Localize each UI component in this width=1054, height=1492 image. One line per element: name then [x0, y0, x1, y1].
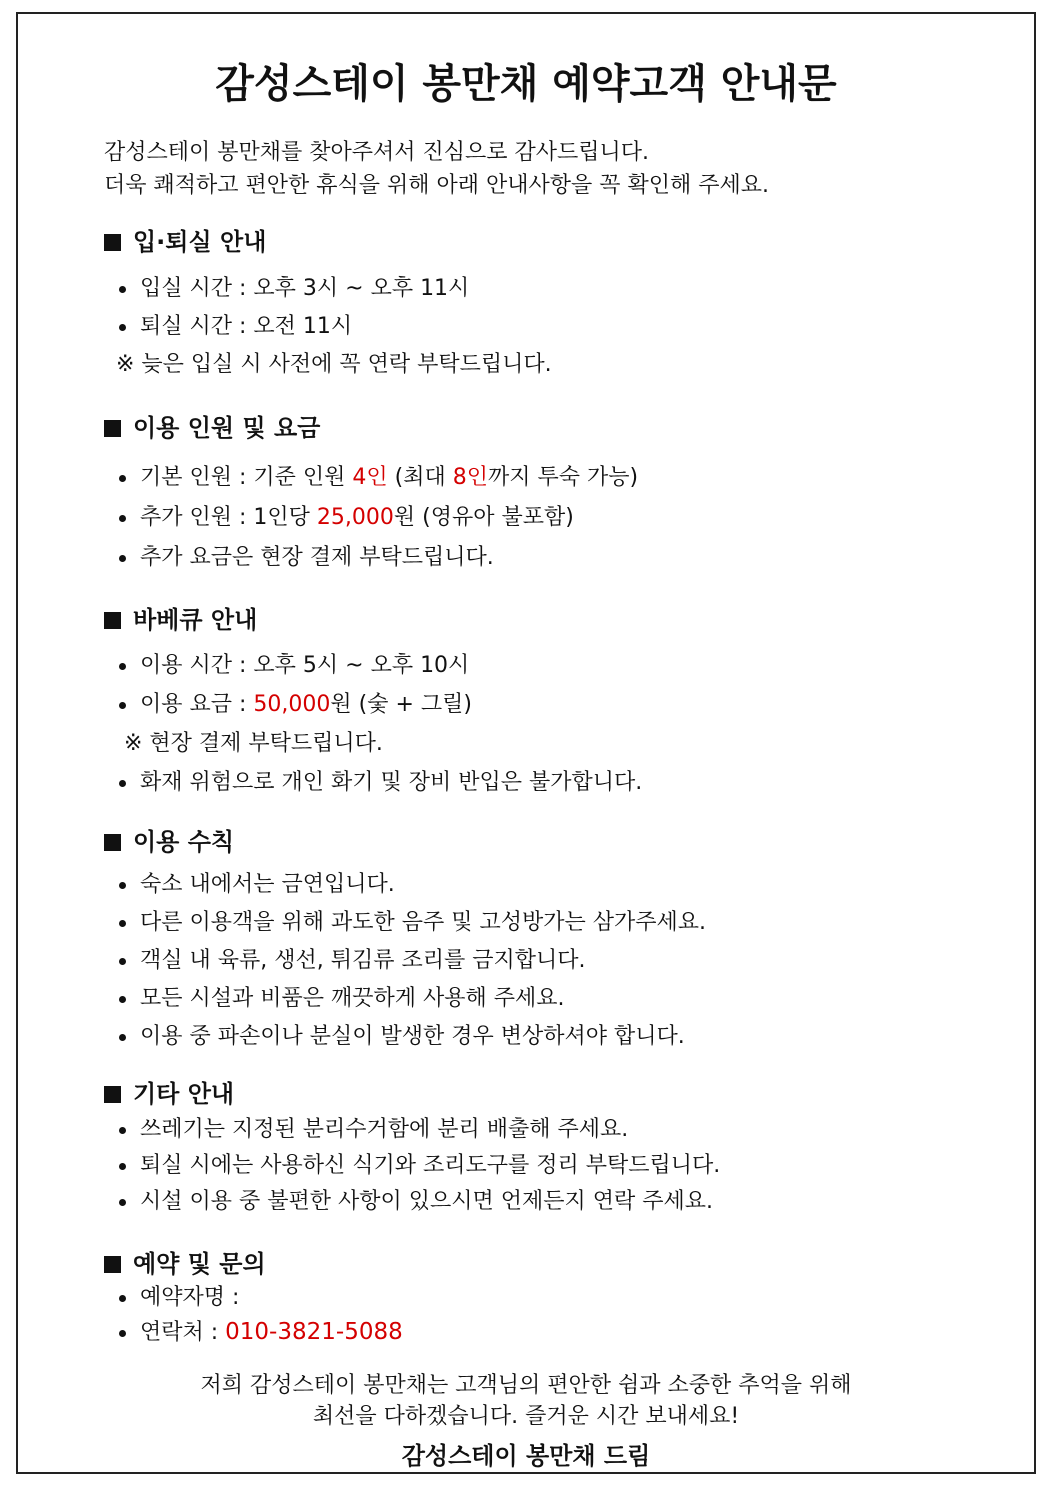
bbq-price-value: 50,000 [253, 692, 331, 717]
bbq-time: 이용 시간 : 오후 5시 ~ 오후 10시 [104, 646, 642, 685]
list-item: 다른 이용객을 위해 과도한 음주 및 고성방가는 삼가주세요. [104, 904, 706, 942]
section-rules [104, 826, 706, 1056]
list-item: 이용 중 파손이나 분실이 발생한 경우 변상하셔야 합니다. [104, 1018, 706, 1056]
fire-warning: 화재 위험으로 개인 화기 및 장비 반입은 불가합니다. [104, 763, 642, 802]
square-bullet-icon [104, 420, 121, 437]
max-people-value: 8인 [452, 465, 488, 490]
section-contact [104, 1248, 403, 1350]
contact-phone: 연락처 : 010-3821-5088 [104, 1315, 403, 1350]
bbq-fee: 이용 요금 : 50,000원 (숯 + 그릴) [104, 685, 642, 724]
base-people-value: 4인 [352, 465, 388, 490]
square-bullet-icon [104, 1256, 121, 1273]
extra-person-fee: 추가 인원 : 1인당 25,000원 (영유아 불포함) [104, 498, 638, 538]
intro-line-2: 더욱 쾌적하고 편안한 휴식을 위해 아래 안내사항을 꼭 확인해 주세요. [104, 173, 769, 198]
notice-page [16, 12, 1036, 1474]
square-bullet-icon [104, 612, 121, 629]
section-heading-checkin: 입·퇴실 안내 [104, 226, 552, 258]
section-checkin [104, 226, 552, 384]
base-occupancy: 기본 인원 : 기준 인원 4인 (최대 8인까지 투숙 가능) [104, 458, 638, 498]
list-item: 쓰레기는 지정된 분리수거함에 분리 배출해 주세요. [104, 1112, 720, 1148]
list-item: 시설 이용 중 불편한 사항이 있으시면 언제든지 연락 주세요. [104, 1184, 720, 1220]
extra-price-value: 25,000 [316, 505, 394, 530]
bbq-payment-note: ※ 현장 결제 부탁드립니다. [124, 731, 383, 756]
section-heading-bbq: 바베큐 안내 [104, 604, 642, 636]
closing-message [18, 1370, 1034, 1432]
signature: 감성스테이 봉만채 드림 [401, 1442, 651, 1470]
extra-fee-payment: 추가 요금은 현장 결제 부탁드립니다. [104, 538, 638, 578]
late-checkin-note: ※ 늦은 입실 시 사전에 꼭 연락 부탁드립니다. [116, 352, 552, 377]
section-heading-rules: 이용 수칙 [104, 826, 706, 858]
list-item: 퇴실 시에는 사용하신 식기와 조리도구를 정리 부탁드립니다. [104, 1148, 720, 1184]
section-heading-contact: 예약 및 문의 [104, 1248, 403, 1280]
square-bullet-icon [104, 234, 121, 251]
section-etc [104, 1078, 720, 1220]
square-bullet-icon [104, 1086, 121, 1103]
etc-list [104, 1112, 720, 1220]
phone-number[interactable]: 010-3821-5088 [225, 1319, 403, 1345]
section-heading-etc: 기타 안내 [104, 1078, 720, 1110]
list-item: 모든 시설과 비품은 깨끗하게 사용해 주세요. [104, 980, 706, 1018]
intro-text [104, 136, 769, 202]
reservation-name: 예약자명 : [104, 1280, 403, 1315]
intro-line-1: 감성스테이 봉만채를 찾아주셔서 진심으로 감사드립니다. [104, 140, 650, 165]
list-item: 객실 내 육류, 생선, 튀김류 조리를 금지합니다. [104, 942, 706, 980]
section-pricing [104, 412, 638, 578]
checkin-time: 입실 시간 : 오후 3시 ~ 오후 11시 [104, 270, 552, 308]
closing-line-1: 저희 감성스테이 봉만채는 고객님의 편안한 쉼과 소중한 추억을 위해 [200, 1373, 852, 1398]
rules-list [104, 866, 706, 1056]
section-bbq [104, 604, 642, 802]
list-item: 숙소 내에서는 금연입니다. [104, 866, 706, 904]
section-heading-pricing: 이용 인원 및 요금 [104, 412, 638, 444]
square-bullet-icon [104, 834, 121, 851]
closing-line-2: 최선을 다하겠습니다. 즐거운 시간 보내세요! [312, 1404, 740, 1429]
checkout-time: 퇴실 시간 : 오전 11시 [104, 308, 552, 346]
page-title: 감성스테이 봉만채 예약고객 안내문 [215, 61, 837, 107]
